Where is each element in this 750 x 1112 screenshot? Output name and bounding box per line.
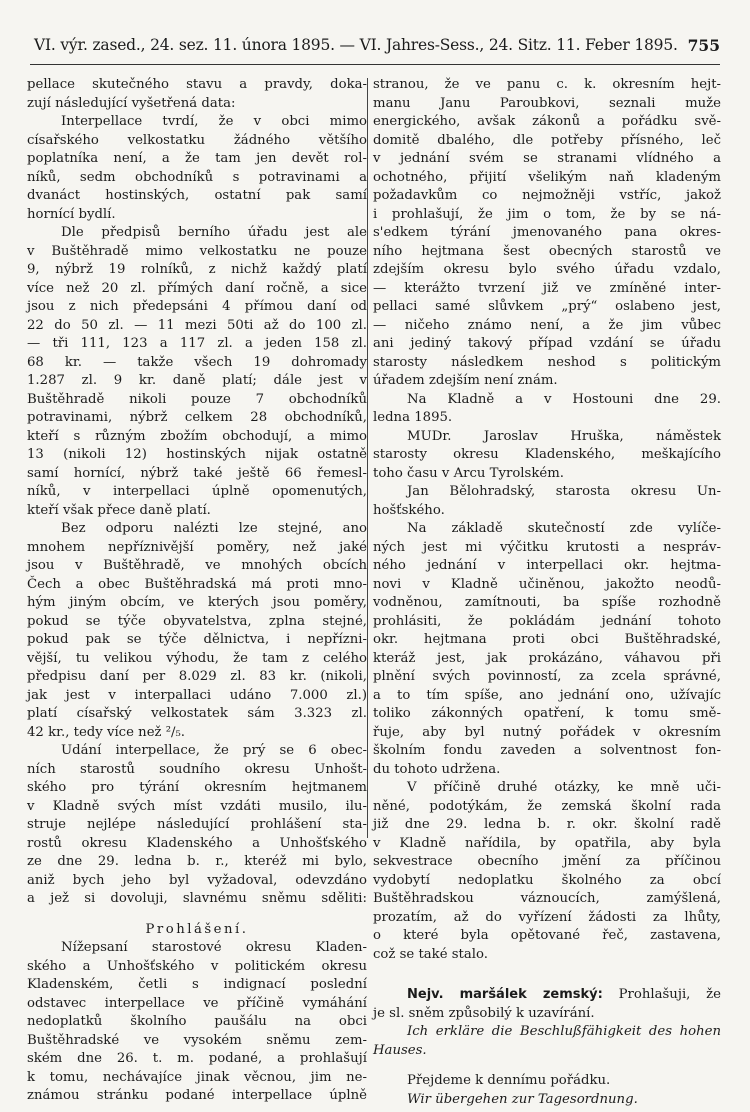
text-line: hornící bydlí. — [27, 206, 116, 222]
text-line: sekvestrace obecního jmění za příčinou — [373, 854, 721, 869]
text-line: domitě dbalého, dle potřeby přísného, leč — [373, 132, 721, 148]
text-line: hým jiným obcím, ve kterých jsou poměry, — [27, 595, 367, 610]
text-line: Nejv. maršálek zemský: Prohlašuji, že — [407, 987, 721, 1002]
text-line: kteří však přece daně platí. — [27, 502, 211, 518]
text-line: vydobytí nedoplatku školného za obcí — [373, 872, 721, 888]
text-line: a to tím spíše, ano jednání ono, užívajíc — [373, 687, 721, 703]
text-line: potravinami, nýbrž celkem 28 obchodníků, — [27, 410, 367, 425]
column-divider — [367, 78, 368, 838]
text-line: jsou z nich předepsáni 4 přímou daní od — [27, 299, 367, 314]
text-line: níků, v interpellaci úplně opomenutých, — [27, 484, 367, 499]
text-line: pellace skutečného stavu a pravdy, doka- — [27, 77, 367, 92]
paragraph-gap — [373, 964, 721, 986]
page-number: 755 — [687, 36, 720, 55]
text-line: 22 do 50 zl. — 11 mezi 50ti až do 100 zl. — [27, 317, 367, 333]
text-line: je sl. sněm způsobilý k uzavírání. — [373, 1005, 595, 1021]
text-line: — kterážto tvrzení již ve zmíněné inter- — [373, 280, 721, 296]
text-line: pokud pak se týče dělnictva, i nepřízni- — [27, 632, 367, 647]
text-line: školním fondu zaveden a solventnost fon- — [373, 743, 721, 758]
text-line: hošťského. — [373, 502, 445, 518]
text-line: Buštěhradě nikoli pouze 7 obchodníků — [27, 391, 367, 407]
text-line: ani jediný takový případ vzdání se úřadu — [373, 336, 721, 351]
text-line: 9, nýbrž 19 rolníků, z nichž každý platí — [27, 262, 367, 277]
text-line: manu Janu Paroubkovi, seznali muže — [373, 95, 721, 111]
text-line: dvanáct hostinských, ostatní pak samí — [27, 188, 367, 203]
text-line: ochotného, přijití všelikým naň kladeným — [373, 169, 721, 185]
text-line: mnohem nepříznivější poměry, než jaké — [27, 539, 367, 555]
text-line: prozatím, až do vyřízení žádosti za lhůty, — [373, 909, 721, 925]
text-line: k tomu, nechávajíce jinak věcnou, jim ne- — [27, 1069, 367, 1085]
text-line: ského a Unhošťského v politickém okresu — [27, 958, 367, 974]
text-line: novi v Kladně učiněnou, jakožto neodů- — [373, 576, 721, 592]
paragraph-gap — [27, 909, 367, 921]
text-line: starosty následkem neshod s politickým — [373, 354, 721, 370]
text-line: ského pro týrání okresním hejtmanem — [27, 780, 367, 795]
text-line: poplatníka není, a že tam jen devět rol- — [27, 151, 367, 166]
text-line: předpisu daní per 8.029 zl. 83 kr. (nikoli, — [27, 669, 367, 684]
text-line: starosty okresu Kladenského, meškajícího — [373, 447, 721, 462]
paragraph-gap — [373, 1060, 721, 1072]
text-line: V příčině druhé otázky, ke mně uči- — [407, 780, 721, 795]
text-line: aniž bych jeho byl vyžadoval, odevzdáno — [27, 872, 367, 888]
text-line: MUDr. Jaroslav Hruška, náměstek — [407, 428, 721, 444]
text-line: ného jednání v interpellaci okr. hejtma- — [373, 558, 721, 573]
text-line: již dne 29. ledna b. r. okr. školní radě — [373, 817, 721, 832]
text-line: rostů okresu Kladenského a Unhošťského — [27, 835, 367, 851]
text-line: Udání interpellace, že prý se 6 obec- — [61, 743, 367, 758]
text-line: více než 20 zl. přímých daní ročně, a sice — [27, 280, 367, 296]
text-line: ných jest mi výčitku krutosti a nespráv- — [373, 539, 721, 555]
running-header — [30, 36, 720, 60]
text-line: vodněnou, zamítnouti, ba spíše rozhodně — [373, 595, 721, 610]
text-line: samí hornící, nýbrž také ještě 66 řemesl- — [27, 465, 367, 481]
text-line: platí císařský velkostatek sám 3.323 zl. — [27, 706, 367, 721]
text-line: Buštěhradskou váznoucích, zamýšlená, — [373, 891, 721, 906]
text-line: známou stránku podané interpellace úplně — [27, 1088, 367, 1103]
text-line: stranou, že ve panu c. k. okresním hejt- — [373, 77, 721, 92]
text-line: toho času v Arcu Tyrolském. — [373, 465, 564, 481]
text-line: Interpellace tvrdí, že v obci mimo — [61, 114, 367, 129]
text-line: Dle předpisů berního úřadu jest ale — [61, 225, 367, 240]
text-line: 68 kr. — takže všech 19 dohromady — [27, 354, 367, 370]
text-line: ního hejtmana šest obecných starostů ve — [373, 243, 721, 259]
text-line: s'edkem týrání jmenovaného pana okres- — [373, 225, 721, 240]
text-line: ském dne 26. t. m. podané, a prohlašují — [27, 1051, 367, 1066]
text-line: Wir übergehen zur Tagesordnung. — [407, 1091, 638, 1107]
header-title: VI. výr. zased., 24. sez. 11. února 1895. — VI. Jahres-Sess., 24. Sitz. 11. Feber 1895. — [34, 36, 678, 54]
text-line: něné, podotýkám, že zemská školní rada — [373, 798, 721, 814]
header-rule — [30, 64, 720, 65]
text-line: v Kladně nařídila, by opatřila, aby byla — [373, 835, 721, 851]
text-line: 1.287 zl. 9 kr. daně platí; dále jest v — [27, 373, 367, 388]
text-line: okr. hejtmana proti obci Buštěhradské, — [373, 632, 721, 647]
text-line: du tohoto udržena. — [373, 761, 501, 777]
text-line: v jednání svém se stranami vlídného a — [373, 151, 721, 166]
text-line: Buštěhradské ve vysokém sněmu zem- — [27, 1032, 367, 1048]
text-line: 42 kr., tedy více než ²/₅. — [27, 724, 186, 740]
text-line: v Buštěhradě mimo velkostatku ne pouze — [27, 243, 367, 259]
text-line: prohlásiti, že pokládám jednání tohoto — [373, 613, 721, 629]
text-line: energického, avšak zákonů a pořádku svě- — [373, 114, 721, 129]
text-line: ních starostů soudního okresu Unhošt- — [27, 761, 367, 777]
text-line: Čech a obec Buštěhradská má proti mno- — [27, 576, 367, 592]
text-line: což se také stalo. — [373, 946, 488, 962]
text-line: Na Kladně a v Hostouni dne 29. — [407, 391, 721, 407]
text-line: Bez odporu nalézti lze stejné, ano — [61, 521, 367, 536]
text-line: zdejším okresu bylo svého úřadu vzdalo, — [373, 262, 721, 277]
text-line: jsou v Buštěhradě, ve mnohých obcích — [27, 558, 367, 573]
text-line: kteří s různým zbožím obchodují, a mimo — [27, 428, 367, 444]
text-line: pokud se týče obyvatelstva, zplna stejné, — [27, 613, 367, 629]
text-line: v Kladně svých míst vzdáti musilo, ilu- — [27, 798, 367, 814]
text-line: kteráž jest, jak prokázáno, váhavou při — [373, 650, 721, 666]
text-line: plnění svých povinností, za zcela správné, — [373, 669, 721, 684]
text-line: i prohlašují, že jim o tom, že by se ná- — [373, 206, 721, 222]
text-line: císařského velkostatku žádného většího — [27, 132, 367, 148]
text-line: Na základě skutečností zde vylíče- — [407, 521, 721, 536]
text-line: vější, tu velikou výhodu, že tam z celého — [27, 650, 367, 666]
text-line: Přejdeme k dennímu pořádku. — [407, 1073, 611, 1088]
text-line: Jan Bělohradský, starosta okresu Un- — [407, 484, 721, 499]
text-line: 13 (nikoli 12) hostinských nijak ostatně — [27, 447, 367, 462]
left-column — [27, 76, 367, 1106]
text-line: Nížepsaní starostové okresu Kladen- — [61, 940, 367, 955]
text-line: níků, sedm obchodníků s potravinami a — [27, 169, 367, 185]
text-line: jak jest v interpallaci udáno 7.000 zl.) — [27, 687, 367, 703]
text-line: Prohlášení. — [145, 921, 249, 937]
text-line: o které byla opětované řeč, zastavena, — [373, 928, 721, 943]
text-line: — tři 111, 123 a 117 zl. a jeden 158 zl. — [27, 336, 367, 351]
text-line: nedoplatků školního paušálu na obci — [27, 1014, 367, 1029]
text-line: pellaci samé slůvkem „prý“ oslabeno jest, — [373, 299, 721, 314]
text-line: požadavkům co nejmožněji vstříc, jakož — [373, 188, 721, 203]
text-line: odstavec interpellace ve příčině vymáhání — [27, 995, 367, 1011]
text-line: úřadem zdejším není znám. — [373, 373, 558, 388]
text-line: struje nejlépe následující prohlášení sta- — [27, 817, 367, 832]
text-line: Kladenském, četli s indignací poslední — [27, 977, 367, 992]
text-line: řuje, aby byl nutný pořádek v okresním — [373, 724, 721, 740]
text-line: a jež si dovoluji, slavnému sněmu sděliti: — [27, 891, 367, 906]
text-line: Hauses. — [373, 1042, 427, 1058]
text-line: toliko zákonných opatření, k tomu smě- — [373, 706, 721, 721]
text-line: ze dne 29. ledna b. r., kteréž mi bylo, — [27, 854, 367, 869]
text-line: Ich erkläre die Beschlußfähigkeit des hohen — [407, 1024, 721, 1039]
text-line: ledna 1895. — [373, 410, 453, 425]
text-line: — ničeho známo není, a že jim vůbec — [373, 317, 721, 333]
right-column — [373, 76, 721, 1109]
text-line: zují následující vyšetřená data: — [27, 95, 236, 111]
